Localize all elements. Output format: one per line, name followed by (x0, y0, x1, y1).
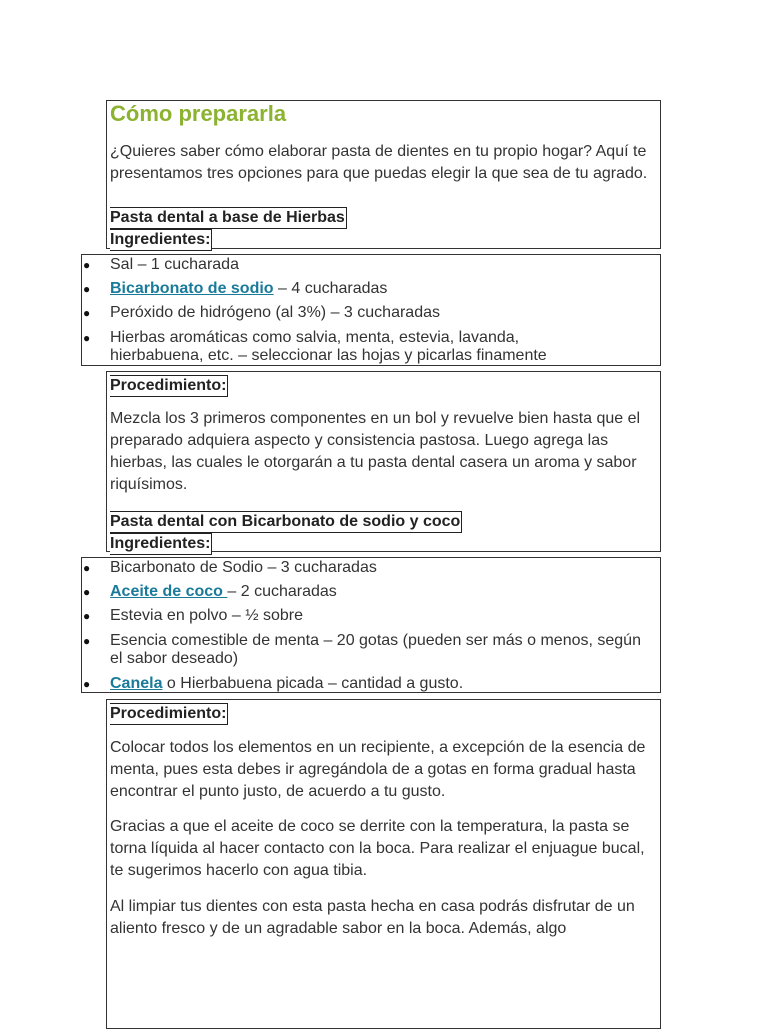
bullet-icon: ● (83, 561, 91, 575)
bullet-icon: ● (83, 585, 91, 599)
recipe1-ingredients-label: Ingredientes: (110, 229, 212, 251)
recipe1-ingredients-list: ● Sal – 1 cucharada ● Bicarbonato de sodio – 4 cucharadas ● Peróxido de hidrógeno (al 3%) – 3 cucharadas ● Hierbas aromáticas como salvia, menta, estevia, lavanda, hierbabuena, etc. – seleccionar las hojas y picarlas finamente (81, 254, 661, 366)
bullet-icon: ● (83, 331, 91, 345)
recipe1-title: Pasta dental a base de Hierbas (110, 207, 347, 229)
bullet-icon: ● (83, 677, 91, 691)
recipe2-procedure-paragraph-1: Colocar todos los elementos en un recipiente, a excepción de la esencia de menta, pues esta debes ir agregándola de a gotas en forma gradual hasta encontrar el punto justo, de acuerdo a tu gusto. (110, 739, 646, 800)
bullet-icon: ● (83, 609, 91, 623)
recipe2-ingredients-list: ● Bicarbonato de Sodio – 3 cucharadas ● Aceite de coco – 2 cucharadas ● Estevia en polvo – ½ sobre ● Esencia comestible de menta – 20 gotas (pueden ser más o menos, según el sabor deseado) ● Canela o Hierbabuena picada – cantidad a gusto. (81, 557, 661, 693)
recipe2-procedure-paragraph-3: Al limpiar tus dientes con esta pasta hecha en casa podrás disfrutar de un aliento fresco y de un agradable sabor en la boca. Además, algo (110, 898, 635, 937)
canela-link[interactable]: Canela (110, 675, 163, 692)
bullet-icon: ● (83, 634, 91, 648)
recipe1-procedure-text: Mezcla los 3 primeros componentes en un bol y revuelve bien hasta que el preparado adquiera aspecto y consistencia pastosa. Luego agrega las hierbas, las cuales le otorgarán a tu pasta dental casera un aroma y sabor riquísimos. (110, 410, 641, 493)
bicarbonato-link[interactable]: Bicarbonato de sodio (110, 280, 274, 297)
recipe2-procedure-paragraph-2: Gracias a que el aceite de coco se derrite con la temperatura, la pasta se torna líquida al hacer contacto con la boca. Para realizar el enjuague bucal, te sugerimos hacerlo con agua tibia. (110, 818, 645, 879)
aceite-de-coco-link[interactable]: Aceite de coco (110, 583, 228, 600)
intro-section (106, 100, 661, 249)
bullet-icon: ● (83, 282, 91, 296)
intro-paragraph: ¿Quieres saber cómo elaborar pasta de dientes en tu propio hogar? Aquí te presentamos tres opciones para que puedas elegir la que sea de tu agrado. (110, 143, 648, 182)
recipe2-procedure-section (106, 699, 661, 1029)
recipe2-procedure-label: Procedimiento: (110, 703, 228, 725)
recipe1-procedure-label: Procedimiento: (110, 375, 228, 397)
recipe1-procedure-section (106, 371, 661, 552)
recipe2-ingredients-label: Ingredientes: (110, 533, 212, 555)
bullet-icon: ● (83, 258, 91, 272)
recipe2-title: Pasta dental con Bicarbonato de sodio y coco (110, 511, 462, 533)
section-title: Cómo prepararla (110, 101, 287, 126)
bullet-icon: ● (83, 306, 91, 320)
